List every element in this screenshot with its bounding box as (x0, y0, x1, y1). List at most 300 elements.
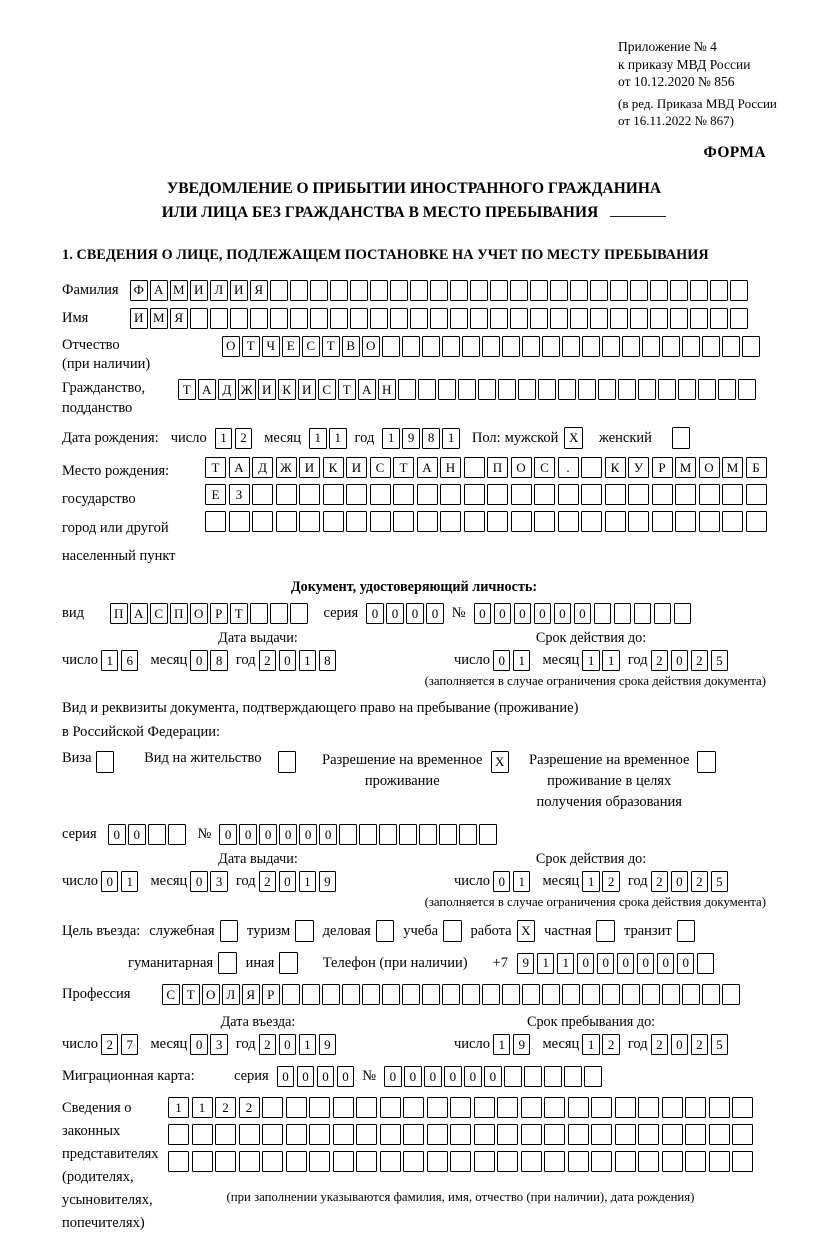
form-cell[interactable] (346, 484, 367, 505)
form-cell[interactable] (458, 379, 476, 400)
form-cell[interactable] (376, 920, 395, 942)
form-cell[interactable] (702, 336, 720, 357)
form-cell[interactable]: 0 (366, 603, 384, 624)
form-cell[interactable]: 2 (239, 1097, 260, 1118)
form-cell[interactable] (524, 1066, 542, 1087)
form-cell[interactable]: 2 (101, 1034, 119, 1055)
form-cell[interactable] (403, 1151, 424, 1172)
form-cell[interactable] (252, 511, 273, 532)
form-cell[interactable]: 0 (494, 603, 512, 624)
form-cell[interactable] (591, 1151, 612, 1172)
form-cell[interactable] (570, 280, 588, 301)
form-cell[interactable]: 1 (582, 871, 600, 892)
form-cell[interactable]: М (722, 457, 743, 478)
form-cell[interactable]: И (346, 457, 367, 478)
form-cell[interactable] (380, 1124, 401, 1145)
form-cell[interactable] (390, 308, 408, 329)
form-cell[interactable] (602, 336, 620, 357)
form-cell[interactable]: А (198, 379, 216, 400)
form-cell[interactable] (330, 280, 348, 301)
form-cell[interactable]: А (150, 280, 168, 301)
form-cell[interactable]: 0 (671, 1034, 689, 1055)
form-cell[interactable]: 0 (677, 953, 695, 974)
form-cell[interactable] (730, 280, 748, 301)
form-cell[interactable] (658, 379, 676, 400)
form-cell[interactable]: 0 (384, 1066, 402, 1087)
form-cell[interactable] (370, 280, 388, 301)
form-cell[interactable] (497, 1151, 518, 1172)
form-cell[interactable] (250, 308, 268, 329)
form-cell[interactable] (544, 1124, 565, 1145)
form-cell[interactable]: 0 (493, 650, 511, 671)
form-cell[interactable]: Т (205, 457, 226, 478)
form-cell[interactable] (718, 379, 736, 400)
form-cell[interactable]: 0 (617, 953, 635, 974)
form-cell[interactable]: Т (393, 457, 414, 478)
form-cell[interactable]: 0 (279, 650, 297, 671)
form-cell[interactable] (470, 280, 488, 301)
form-cell[interactable] (628, 484, 649, 505)
form-cell[interactable] (544, 1097, 565, 1118)
form-cell[interactable]: А (229, 457, 250, 478)
form-cell[interactable] (662, 336, 680, 357)
form-cell[interactable] (598, 379, 616, 400)
form-cell[interactable]: И (230, 280, 248, 301)
form-cell[interactable] (510, 280, 528, 301)
form-cell[interactable]: К (278, 379, 296, 400)
form-cell[interactable] (356, 1124, 377, 1145)
form-cell[interactable] (230, 308, 248, 329)
form-cell[interactable] (690, 280, 708, 301)
form-cell[interactable]: 1 (299, 650, 317, 671)
form-cell[interactable] (250, 603, 268, 624)
form-cell[interactable] (440, 484, 461, 505)
form-cell[interactable] (440, 511, 461, 532)
form-cell[interactable] (417, 484, 438, 505)
form-cell[interactable] (558, 484, 579, 505)
form-cell[interactable] (462, 984, 480, 1005)
form-cell[interactable]: Р (652, 457, 673, 478)
form-cell[interactable] (518, 379, 536, 400)
form-cell[interactable]: 2 (691, 650, 709, 671)
form-cell[interactable] (746, 511, 767, 532)
form-cell[interactable]: 0 (474, 603, 492, 624)
form-cell[interactable]: 8 (319, 650, 337, 671)
form-cell[interactable] (521, 1151, 542, 1172)
form-cell[interactable] (521, 1097, 542, 1118)
form-cell[interactable]: И (190, 280, 208, 301)
form-cell[interactable]: Т (230, 603, 248, 624)
form-cell[interactable]: Т (242, 336, 260, 357)
form-cell[interactable] (530, 280, 548, 301)
form-cell[interactable] (450, 308, 468, 329)
form-cell[interactable]: М (675, 457, 696, 478)
form-cell[interactable]: 0 (337, 1066, 355, 1087)
form-cell[interactable] (362, 984, 380, 1005)
form-cell[interactable] (590, 308, 608, 329)
form-cell[interactable] (239, 1124, 260, 1145)
form-cell[interactable] (380, 1097, 401, 1118)
form-cell[interactable]: 0 (317, 1066, 335, 1087)
form-cell[interactable] (370, 511, 391, 532)
form-cell[interactable]: 5 (711, 871, 729, 892)
form-cell[interactable] (382, 336, 400, 357)
form-cell[interactable]: М (170, 280, 188, 301)
form-cell[interactable] (562, 336, 580, 357)
form-cell[interactable]: 1 (382, 428, 400, 449)
form-cell[interactable] (675, 484, 696, 505)
form-cell[interactable] (339, 824, 357, 845)
form-cell[interactable]: 0 (426, 603, 444, 624)
form-cell[interactable] (709, 1151, 730, 1172)
form-cell[interactable] (534, 511, 555, 532)
form-cell[interactable]: 0 (637, 953, 655, 974)
form-cell[interactable] (502, 336, 520, 357)
form-cell[interactable] (459, 824, 477, 845)
form-cell[interactable]: 1 (309, 428, 327, 449)
form-cell[interactable] (370, 308, 388, 329)
form-cell[interactable] (229, 511, 250, 532)
form-cell[interactable]: 2 (691, 871, 709, 892)
form-cell[interactable]: 0 (386, 603, 404, 624)
form-cell[interactable] (482, 336, 500, 357)
form-cell[interactable]: И (298, 379, 316, 400)
form-cell[interactable]: 2 (602, 871, 620, 892)
form-cell[interactable]: Л (210, 280, 228, 301)
form-cell[interactable] (479, 824, 497, 845)
form-cell[interactable]: Р (210, 603, 228, 624)
form-cell[interactable] (682, 336, 700, 357)
form-cell[interactable]: Н (440, 457, 461, 478)
form-cell[interactable]: 0 (574, 603, 592, 624)
form-cell[interactable]: 3 (210, 1034, 228, 1055)
form-cell[interactable] (738, 379, 756, 400)
form-cell[interactable] (356, 1097, 377, 1118)
form-cell[interactable]: О (202, 984, 220, 1005)
form-cell[interactable]: 0 (108, 824, 126, 845)
form-cell[interactable] (450, 280, 468, 301)
form-cell[interactable]: Ч (262, 336, 280, 357)
form-cell[interactable] (192, 1124, 213, 1145)
form-cell[interactable]: 9 (319, 871, 337, 892)
form-cell[interactable] (685, 1151, 706, 1172)
form-cell[interactable]: 1 (168, 1097, 189, 1118)
form-cell[interactable] (578, 379, 596, 400)
form-cell[interactable] (439, 824, 457, 845)
form-cell[interactable]: 0 (239, 824, 257, 845)
form-cell[interactable]: 0 (190, 871, 208, 892)
form-cell[interactable] (418, 379, 436, 400)
form-cell[interactable]: 2 (259, 650, 277, 671)
form-cell[interactable] (605, 484, 626, 505)
form-cell[interactable]: К (605, 457, 626, 478)
form-cell[interactable] (218, 952, 237, 974)
form-cell[interactable] (402, 336, 420, 357)
form-cell[interactable]: 0 (219, 824, 237, 845)
form-cell[interactable] (333, 1124, 354, 1145)
form-cell[interactable] (430, 280, 448, 301)
form-cell[interactable] (544, 1066, 562, 1087)
form-cell[interactable]: 0 (101, 871, 119, 892)
form-cell[interactable] (522, 984, 540, 1005)
form-cell[interactable]: М (150, 308, 168, 329)
form-cell[interactable] (610, 280, 628, 301)
form-cell[interactable]: 0 (424, 1066, 442, 1087)
form-cell[interactable] (650, 280, 668, 301)
form-cell[interactable]: X (564, 427, 583, 449)
form-cell[interactable] (699, 511, 720, 532)
form-cell[interactable] (542, 984, 560, 1005)
form-cell[interactable] (96, 751, 115, 773)
form-cell[interactable]: 1 (582, 1034, 600, 1055)
form-cell[interactable] (498, 379, 516, 400)
form-cell[interactable] (697, 751, 716, 773)
form-cell[interactable] (490, 308, 508, 329)
form-cell[interactable] (544, 1151, 565, 1172)
form-cell[interactable] (678, 379, 696, 400)
form-cell[interactable] (510, 308, 528, 329)
form-cell[interactable] (438, 379, 456, 400)
form-cell[interactable]: 1 (557, 953, 575, 974)
form-cell[interactable] (450, 1151, 471, 1172)
form-cell[interactable] (709, 1097, 730, 1118)
form-cell[interactable] (652, 484, 673, 505)
form-cell[interactable]: 1 (215, 428, 233, 449)
form-cell[interactable]: Ф (130, 280, 148, 301)
form-cell[interactable] (398, 379, 416, 400)
form-cell[interactable] (730, 308, 748, 329)
form-cell[interactable]: Д (218, 379, 236, 400)
form-cell[interactable] (290, 280, 308, 301)
form-cell[interactable]: 1 (121, 871, 139, 892)
form-cell[interactable] (474, 1124, 495, 1145)
form-cell[interactable]: Т (182, 984, 200, 1005)
form-cell[interactable] (564, 1066, 582, 1087)
form-cell[interactable]: 1 (582, 650, 600, 671)
form-cell[interactable]: 1 (101, 650, 119, 671)
form-cell[interactable] (482, 984, 500, 1005)
form-cell[interactable] (615, 1124, 636, 1145)
form-cell[interactable] (662, 1097, 683, 1118)
form-cell[interactable] (427, 1151, 448, 1172)
form-cell[interactable]: О (362, 336, 380, 357)
form-cell[interactable]: 0 (404, 1066, 422, 1087)
form-cell[interactable] (359, 824, 377, 845)
form-cell[interactable] (630, 280, 648, 301)
form-cell[interactable] (581, 457, 602, 478)
form-cell[interactable] (299, 484, 320, 505)
form-cell[interactable] (672, 427, 691, 449)
form-cell[interactable] (330, 308, 348, 329)
form-cell[interactable]: 2 (215, 1097, 236, 1118)
form-cell[interactable] (682, 984, 700, 1005)
form-cell[interactable] (399, 824, 417, 845)
form-cell[interactable] (662, 1124, 683, 1145)
form-cell[interactable] (732, 1151, 753, 1172)
form-cell[interactable] (581, 511, 602, 532)
form-cell[interactable] (464, 511, 485, 532)
form-cell[interactable]: Т (338, 379, 356, 400)
form-cell[interactable] (393, 484, 414, 505)
form-cell[interactable] (270, 603, 288, 624)
form-cell[interactable]: Т (178, 379, 196, 400)
form-cell[interactable] (419, 824, 437, 845)
form-cell[interactable]: 0 (493, 871, 511, 892)
form-cell[interactable]: 1 (513, 650, 531, 671)
form-cell[interactable] (286, 1097, 307, 1118)
form-cell[interactable] (239, 1151, 260, 1172)
form-cell[interactable] (450, 1124, 471, 1145)
form-cell[interactable]: 0 (484, 1066, 502, 1087)
form-cell[interactable]: Р (262, 984, 280, 1005)
form-cell[interactable] (220, 920, 239, 942)
form-cell[interactable] (596, 920, 615, 942)
form-cell[interactable] (464, 484, 485, 505)
form-cell[interactable]: 0 (597, 953, 615, 974)
form-cell[interactable]: З (229, 484, 250, 505)
form-cell[interactable]: 1 (192, 1097, 213, 1118)
form-cell[interactable] (638, 1151, 659, 1172)
form-cell[interactable]: Е (282, 336, 300, 357)
form-cell[interactable]: 2 (259, 1034, 277, 1055)
form-cell[interactable]: Я (250, 280, 268, 301)
form-cell[interactable] (581, 484, 602, 505)
form-cell[interactable] (602, 984, 620, 1005)
form-cell[interactable] (309, 1151, 330, 1172)
form-cell[interactable] (628, 511, 649, 532)
form-cell[interactable] (286, 1151, 307, 1172)
form-cell[interactable] (670, 280, 688, 301)
form-cell[interactable]: 0 (514, 603, 532, 624)
form-cell[interactable] (148, 824, 166, 845)
form-cell[interactable] (490, 280, 508, 301)
form-cell[interactable] (279, 952, 298, 974)
form-cell[interactable] (290, 603, 308, 624)
form-cell[interactable]: X (491, 751, 510, 773)
form-cell[interactable] (497, 1097, 518, 1118)
form-cell[interactable] (322, 984, 340, 1005)
form-cell[interactable] (542, 336, 560, 357)
form-cell[interactable] (699, 484, 720, 505)
form-cell[interactable]: Е (205, 484, 226, 505)
form-cell[interactable]: 1 (493, 1034, 511, 1055)
form-cell[interactable] (403, 1124, 424, 1145)
form-cell[interactable]: С (534, 457, 555, 478)
form-cell[interactable]: 7 (121, 1034, 139, 1055)
form-cell[interactable] (732, 1097, 753, 1118)
form-cell[interactable] (662, 1151, 683, 1172)
form-cell[interactable] (521, 1124, 542, 1145)
form-cell[interactable]: 2 (651, 650, 669, 671)
form-cell[interactable] (534, 484, 555, 505)
form-cell[interactable] (675, 511, 696, 532)
form-cell[interactable] (168, 1124, 189, 1145)
form-cell[interactable]: С (370, 457, 391, 478)
form-cell[interactable] (390, 280, 408, 301)
form-cell[interactable] (511, 484, 532, 505)
form-cell[interactable] (570, 308, 588, 329)
form-cell[interactable]: И (130, 308, 148, 329)
form-cell[interactable] (402, 984, 420, 1005)
form-cell[interactable] (442, 336, 460, 357)
form-cell[interactable]: О (222, 336, 240, 357)
form-cell[interactable] (562, 984, 580, 1005)
form-cell[interactable] (350, 280, 368, 301)
form-cell[interactable] (674, 603, 692, 624)
form-cell[interactable]: И (258, 379, 276, 400)
form-cell[interactable] (662, 984, 680, 1005)
form-cell[interactable] (709, 1124, 730, 1145)
form-cell[interactable] (290, 308, 308, 329)
form-cell[interactable] (642, 984, 660, 1005)
form-cell[interactable] (310, 308, 328, 329)
form-cell[interactable] (690, 308, 708, 329)
form-cell[interactable] (323, 484, 344, 505)
form-cell[interactable]: 5 (711, 1034, 729, 1055)
form-cell[interactable] (443, 920, 462, 942)
form-cell[interactable]: 0 (259, 824, 277, 845)
form-cell[interactable] (722, 511, 743, 532)
form-cell[interactable] (654, 603, 672, 624)
form-cell[interactable]: 0 (128, 824, 146, 845)
form-cell[interactable]: 0 (671, 650, 689, 671)
form-cell[interactable] (550, 280, 568, 301)
form-cell[interactable] (685, 1124, 706, 1145)
form-cell[interactable] (568, 1151, 589, 1172)
form-cell[interactable] (462, 336, 480, 357)
form-cell[interactable]: А (417, 457, 438, 478)
form-cell[interactable] (262, 1097, 283, 1118)
form-cell[interactable] (697, 953, 715, 974)
form-cell[interactable]: П (487, 457, 508, 478)
form-cell[interactable] (190, 308, 208, 329)
form-cell[interactable] (427, 1097, 448, 1118)
form-cell[interactable]: У (628, 457, 649, 478)
form-cell[interactable] (614, 603, 632, 624)
form-cell[interactable]: 0 (406, 603, 424, 624)
form-cell[interactable] (698, 379, 716, 400)
form-cell[interactable]: 9 (402, 428, 420, 449)
form-cell[interactable]: К (323, 457, 344, 478)
form-cell[interactable]: 2 (235, 428, 253, 449)
form-cell[interactable] (594, 603, 612, 624)
form-cell[interactable] (168, 824, 186, 845)
form-cell[interactable] (262, 1124, 283, 1145)
form-cell[interactable] (497, 1124, 518, 1145)
form-cell[interactable] (427, 1124, 448, 1145)
form-cell[interactable]: 0 (299, 824, 317, 845)
form-cell[interactable]: 2 (602, 1034, 620, 1055)
form-cell[interactable]: 8 (422, 428, 440, 449)
form-cell[interactable]: 0 (554, 603, 572, 624)
form-cell[interactable] (522, 336, 540, 357)
form-cell[interactable] (270, 280, 288, 301)
form-cell[interactable] (710, 308, 728, 329)
form-cell[interactable] (568, 1124, 589, 1145)
form-cell[interactable]: 0 (279, 824, 297, 845)
form-cell[interactable] (615, 1097, 636, 1118)
form-cell[interactable] (295, 920, 314, 942)
form-cell[interactable] (205, 511, 226, 532)
form-cell[interactable] (393, 511, 414, 532)
form-cell[interactable] (417, 511, 438, 532)
form-cell[interactable]: X (517, 920, 536, 942)
form-cell[interactable] (276, 484, 297, 505)
form-cell[interactable]: 0 (279, 1034, 297, 1055)
form-cell[interactable]: С (162, 984, 180, 1005)
form-cell[interactable] (450, 1097, 471, 1118)
form-cell[interactable]: 1 (602, 650, 620, 671)
